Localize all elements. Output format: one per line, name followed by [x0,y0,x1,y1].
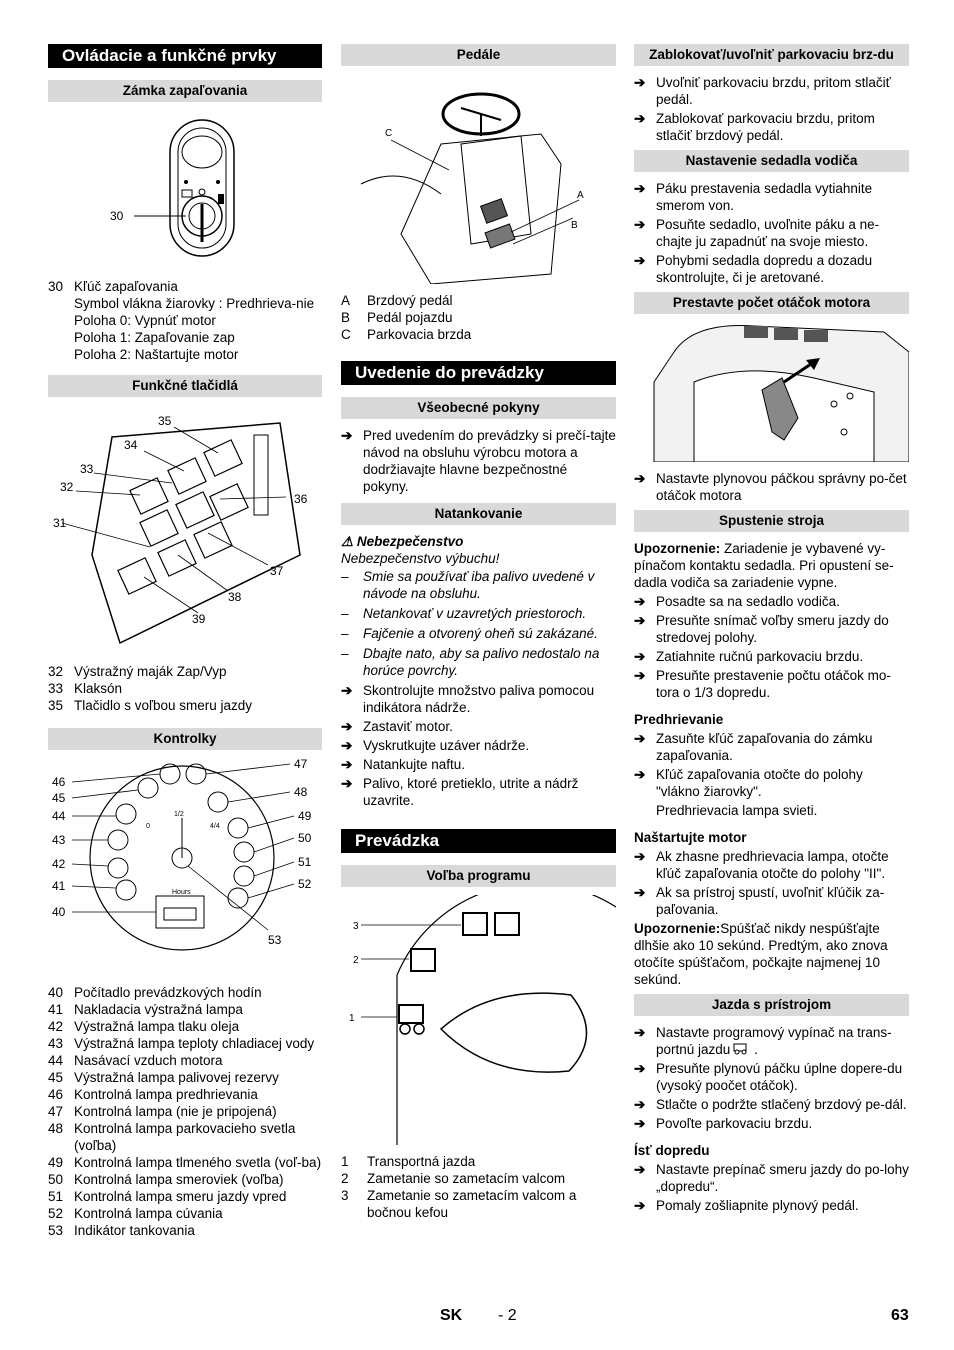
step: ➔ Ak zhasne predhrievacia lampa, otočte kľúč zapaľovania otočte do polohy "II". [634,849,889,881]
heading-rpm: Prestavte počet otáčok motora [634,292,909,314]
legend-item: 48 Kontrolná lampa parkovacieho svetla (voľba) [48,1121,296,1153]
warning-triangle-icon: ⚠ [341,534,354,549]
legend-line: Poloha 1: Zapaľovanie zap [74,330,235,345]
arrow-right-icon: ➔ [634,1198,646,1213]
step: ➔ Presuňte prestavenie počtu otáčok mo-tora o 1/3 dopredu. [634,668,891,700]
column-3 [634,44,909,1216]
callout-48: 48 [294,785,308,799]
heading-program: Voľba programu [341,865,616,887]
callout-36: 36 [294,492,308,506]
arrow-right-icon: ➔ [634,1097,646,1112]
heading-brake: Zablokovať/uvoľniť parkovaciu brz-du [634,44,909,66]
arrow-right-icon: ➔ [341,719,353,734]
section-title-controls: Ovládacie a funkčné prvky [48,44,322,68]
legend-item: 46 Kontrolná lampa predhrievania [48,1087,258,1102]
ignition-lock-figure [48,110,322,270]
callout-2: 2 [353,955,359,966]
danger-intro: Nebezpečenstvo výbuchu! [341,551,500,566]
arrow-right-icon: ➔ [634,1162,646,1177]
step: ➔ Posuňte sedadlo, uvoľnite páku a ne-chajte ju zapadnúť na svoje miesto. [634,217,880,249]
note: Upozornenie:Spúšťač nikdy nespúšťajte dlhšie ako 10 sekúnd. Predtým, ako znova otočíte spúšťačom, počkajte najmenej 10 sekúnd. [634,921,888,987]
indicator-lamps-figure [48,758,322,976]
callout-49: 49 [298,809,312,823]
arrow-right-icon: ➔ [634,1025,646,1040]
callout-46: 46 [52,775,66,789]
step: ➔ Skontrolujte množstvo paliva pomocou indikátora nádrže. [341,683,595,715]
arrow-right-icon: ➔ [341,428,353,443]
callout-50: 50 [298,831,312,845]
program-selector-figure [341,895,616,1145]
callout-3: 3 [353,921,359,932]
arrow-right-icon: ➔ [634,471,646,486]
step: ➔ Uvoľniť parkovaciu brzdu, pritom stlačiť pedál. [634,75,891,107]
ignition-legend [48,278,322,363]
callout-C: C [385,128,393,139]
page-number: 63 [891,1307,909,1324]
arrow-right-icon: ➔ [634,253,646,268]
callout-34: 34 [124,438,138,452]
legend-item: 33 Klaksón [48,681,123,696]
step: ➔ Presuňte snímač voľby smeru jazdy do stredovej polohy. [634,613,889,645]
callout-35: 35 [158,414,172,428]
callout-B: B [571,220,578,231]
legend-item: 2 Zametanie so zametacím valcom [341,1171,566,1186]
step: ➔ Presuňte plynovú páčku úplne dopere-du (vysoký poočet otáčok). [634,1061,903,1093]
section-title-operation: Prevádzka [341,829,616,853]
legend-item: 41 Nakladacia výstražná lampa [48,1002,243,1017]
legend-item: 43 Výstražná lampa teploty chladiacej vody [48,1036,315,1051]
buttons-legend [48,663,322,714]
step: ➔ Kľúč zapaľovania otočte do polohy "vlákno žiarovky". [634,767,863,799]
callout-39: 39 [192,612,206,626]
heading-fuel: Natankovanie [341,503,616,525]
step: ➔ Pomaly zošliapnite plynový pedál. [634,1198,859,1213]
heading-pedals: Pedále [341,44,616,66]
step: ➔ Zastaviť motor. [341,719,453,734]
dial-label: 0 [146,823,150,830]
throttle-lever-figure [634,322,909,462]
callout-37: 37 [270,564,284,578]
heading-start: Spustenie stroja [634,510,909,532]
callout-44: 44 [52,809,66,823]
arrow-right-icon: ➔ [634,885,646,900]
step: ➔ Nastavte plynovou páčkou správny po-čet otáčok motora [634,471,907,503]
step: ➔ Zatiahnite ručnú parkovaciu brzdu. [634,649,864,664]
legend-item: 40 Počítadlo prevádzkových hodín [48,985,262,1000]
arrow-right-icon: ➔ [634,111,646,126]
callout-31: 31 [53,516,67,530]
step: ➔ Nastavte programový vypínač na trans-portnú jazdu . [634,1025,892,1057]
heading-lamps: Kontrolky [48,728,322,750]
dial-label: 1/2 [174,811,184,818]
step: ➔ Ak sa prístroj spustí, uvoľniť kľúčik za-paľovania. [634,885,885,917]
arrow-right-icon: ➔ [634,668,646,683]
lamps-legend [48,984,322,1239]
footer-language: SK [440,1307,463,1324]
step: ➔ Vyskrutkujte uzáver nádrže. [341,738,530,753]
arrow-right-icon: ➔ [634,181,646,196]
callout-51: 51 [298,855,312,869]
callout-38: 38 [228,590,242,604]
legend-item: 35 Tlačidlo s voľbou smeru jazdy [48,698,253,713]
danger-item: – Fajčenie a otvorený oheň sú zakázané. [341,626,598,641]
arrow-right-icon: ➔ [634,75,646,90]
step: ➔ Povoľte parkovaciu brzdu. [634,1116,813,1131]
legend-item: 53 Indikátor tankovania [48,1223,195,1238]
arrow-right-icon: ➔ [634,649,646,664]
legend-item: 45 Výstražná lampa palivovej rezervy [48,1070,279,1085]
heading-buttons: Funkčné tlačidlá [48,375,322,397]
step: ➔ Pohybmi sedadla dopredu a dozadu skontrolujte, či je aretované. [634,253,873,285]
arrow-right-icon: ➔ [634,1061,646,1076]
callout-40: 40 [52,905,66,919]
arrow-right-icon: ➔ [341,738,353,753]
legend-item: 50 Kontrolná lampa smeroviek (voľba) [48,1172,284,1187]
program-legend [341,1153,616,1221]
subheading-preheat: Predhrievanie [634,712,724,727]
legend-num: 30 [48,279,64,294]
arrow-right-icon: ➔ [634,849,646,864]
legend-item: 51 Kontrolná lampa smeru jazdy vpred [48,1189,287,1204]
arrow-right-icon: ➔ [341,776,353,791]
arrow-right-icon: ➔ [634,613,646,628]
callout-30: 30 [110,209,124,223]
step: ➔ Natankujte naftu. [341,757,466,772]
step: ➔ Pred uvedením do prevádzky si prečí-tajte návod na obsluhu výrobcu motora a dodržiavajte hlavne bezpečnostné pokyny. [341,428,616,494]
danger-item: – Dbajte nato, aby sa palivo nedostalo na horúce povrchy. [341,646,600,678]
legend-item: A Brzdový pedál [341,293,453,308]
heading-seat: Nastavenie sedadla vodiča [634,150,909,172]
legend-item: C Parkovacia brzda [341,327,472,342]
step: ➔ Palivo, ktoré pretieklo, utrite a nádrž uzavrite. [341,776,579,808]
callout-52: 52 [298,877,312,891]
danger-item: – Netankovať v uzavretých priestoroch. [341,606,587,621]
legend-item: B Pedál pojazdu [341,310,453,325]
step: ➔ Páku prestavenia sedadla vytiahnite smerom von. [634,181,873,213]
arrow-right-icon: ➔ [634,1116,646,1131]
legend-item: 52 Kontrolná lampa cúvania [48,1206,223,1221]
arrow-right-icon: ➔ [341,757,353,772]
callout-33: 33 [80,462,94,476]
callout-53: 53 [268,933,282,947]
callout-43: 43 [52,833,66,847]
legend-item: 32 Výstražný maják Zap/Vyp [48,664,227,679]
arrow-right-icon: ➔ [341,683,353,698]
pedals-figure [341,74,616,284]
step: ➔ Stlačte o podržte stlačený brzdový pe-dál. [634,1097,907,1112]
legend-line: Poloha 2: Naštartujte motor [74,347,239,362]
callout-45: 45 [52,791,66,805]
note: Upozornenie: Zariadenie je vybavené vy-pínačom kontaktu sedadla. Pri opustení se-dadla vodiča sa zariadenie vypne. [634,541,894,590]
callout-41: 41 [52,879,66,893]
callout-A: A [577,190,584,201]
legend-item: 3 Zametanie so zametacím valcom a bočnou kefou [341,1188,577,1220]
pedals-legend [341,292,616,343]
step: ➔ Zablokovať parkovaciu brzdu, pritom stlačiť brzdový pedál. [634,111,875,143]
step: ➔ Nastavte prepínač smeru jazdy do po-lohy „dopredu“. [634,1162,909,1194]
heading-ignition: Zámka zapaľovania [48,80,322,102]
result: Predhrievacia lampa svieti. [656,803,818,818]
danger-label: ⚠ Nebezpečenstvo [341,534,464,549]
subheading-engine: Naštartujte motor [634,830,747,845]
callout-1: 1 [349,1013,355,1024]
legend-item: 42 Výstražná lampa tlaku oleja [48,1019,240,1034]
footer-section: - 2 [498,1307,517,1324]
danger-item: – Smie sa používať iba palivo uvedené v návode na obsluhu. [341,569,595,601]
heading-drive: Jazda s prístrojom [634,994,909,1016]
legend-line: Poloha 0: Vypnúť motor [74,313,216,328]
function-buttons-figure [48,405,322,655]
callout-47: 47 [294,758,308,771]
subheading-forward: Ísť dopredu [634,1143,710,1158]
section-title-commissioning: Uvedenie do prevádzky [341,361,616,385]
callout-42: 42 [52,857,66,871]
heading-general: Všeobecné pokyny [341,397,616,419]
dial-label: 4/4 [210,823,220,830]
transport-drive-icon [732,1043,750,1055]
column-2 [341,44,616,1221]
legend-item: 47 Kontrolná lampa (nie je pripojená) [48,1104,277,1119]
legend-line: Symbol vlákna žiarovky : Predhrieva-nie [74,296,315,311]
legend-line: Kľúč zapaľovania [74,279,178,294]
callout-32: 32 [60,480,74,494]
step: ➔ Zasuňte kľúč zapaľovania do zámku zapaľovania. [634,731,873,763]
legend-item: 1 Transportná jazda [341,1154,476,1169]
step: ➔ Posadte sa na sedadlo vodiča. [634,594,840,609]
dial-label: Hours [172,889,191,896]
arrow-right-icon: ➔ [634,767,646,782]
legend-item: 44 Nasávací vzduch motora [48,1053,223,1068]
arrow-right-icon: ➔ [634,594,646,609]
legend-item: 49 Kontrolná lampa tlmeného svetla (voľ-ba) [48,1155,322,1170]
arrow-right-icon: ➔ [634,217,646,232]
column-1 [48,44,322,1239]
arrow-right-icon: ➔ [634,731,646,746]
